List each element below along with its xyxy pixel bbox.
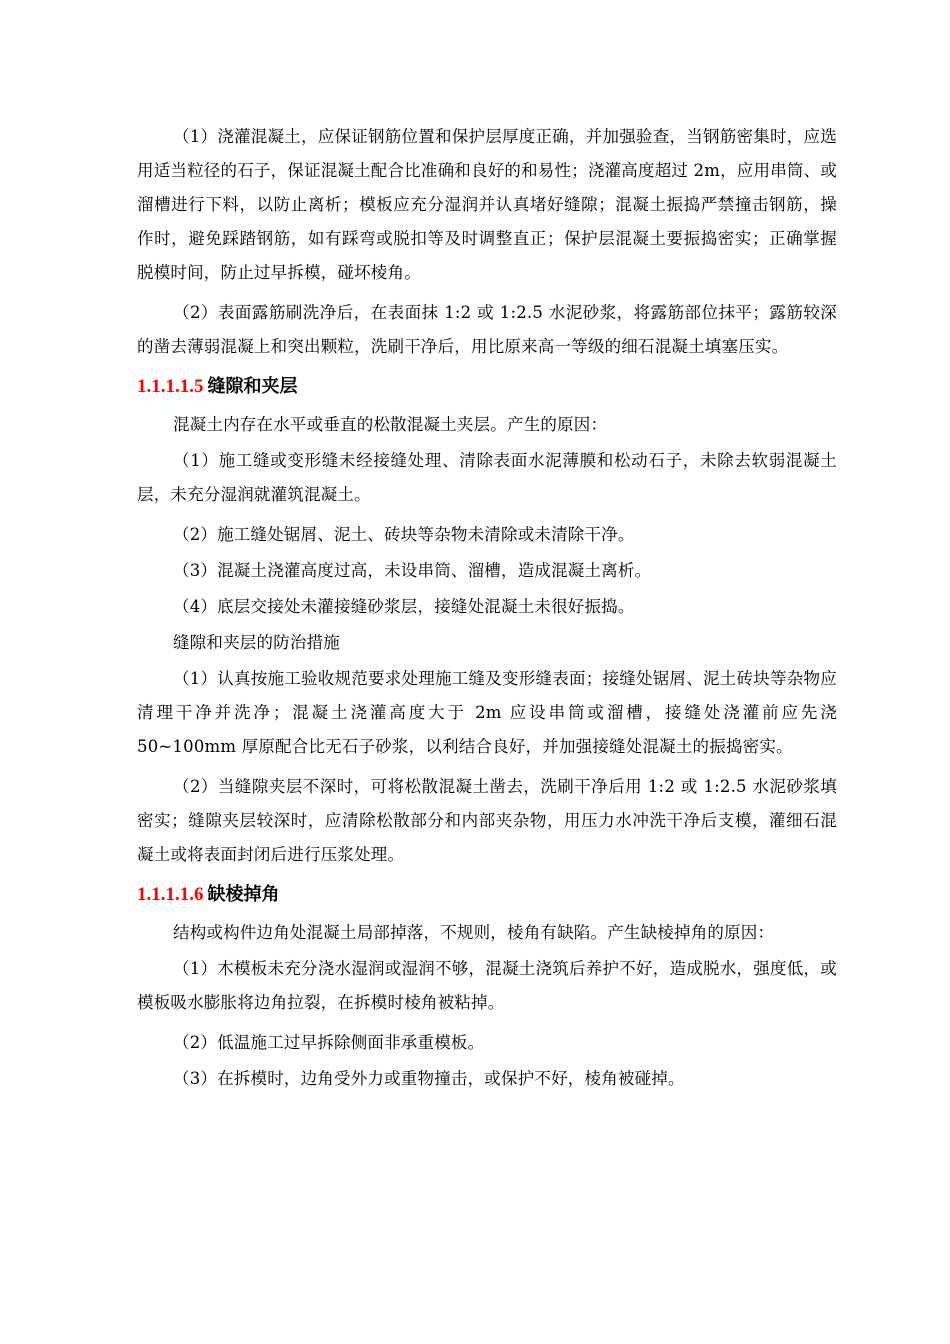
paragraph-missing-edges-definition: 结构或构件边角处混凝土局部掉落，不规则，棱角有缺陷。产生缺棱掉角的原因： [173, 923, 775, 942]
paragraph-pouring-measures: （1）浇灌混凝土，应保证钢筋位置和保护层厚度正确，并加强验查，当钢筋密集时，应选用适当粒径的石子，保证混凝土配合比准确和良好的和易性；浇灌高度超过 2m，应用串筒、或溜槽进行下料，以防止离析；模板应充分湿润并认真堵好缝隙；混凝土振捣严禁撞击钢筋，操作时，避免踩踏钢筋，如有踩弯或脱扣等及时调整直正；保护层混凝土要振捣密实；正确掌握脱模时间，防止过早拆模，碰坏棱角。 [137, 127, 837, 282]
paragraph-prevention-2: （2）当缝隙夹层不深时，可将松散混凝土凿去，洗刷干净后用 1:2 或 1:2.5 水泥砂浆填密实；缝隙夹层较深时，应清除松散部分和内部夹杂物，用压力水冲洗干净后支模，灌细石混凝土或将表面封闭后进行压浆处理。 [137, 777, 837, 864]
paragraph-exposed-rebar-repair: （2）表面露筋刷洗净后，在表面抹 1:2 或 1:2.5 水泥砂浆，将露筋部位抹平；露筋较深的凿去薄弱混凝上和突出颗粒，洗刷干净后，用比原来高一等级的细石混凝土填塞压实。 [137, 303, 837, 356]
section-title: 缝隙和夹层 [207, 376, 298, 397]
document-page [137, 120, 837, 1098]
section-title: 缺棱掉角 [207, 884, 280, 905]
paragraph-cause-4: （4）底层交接处未灌接缝砂浆层，接缝处混凝土未很好振捣。 [173, 597, 635, 616]
section-heading-gaps-interlayers [137, 370, 837, 404]
paragraph-prevention-title: 缝隙和夹层的防治措施 [173, 633, 340, 652]
section-heading-missing-edges [137, 878, 837, 912]
paragraph-interlayer-definition: 混凝土内存在水平或垂直的松散混凝土夹层。产生的原因： [173, 415, 608, 434]
section-number: 1.1.1.1.6 [137, 884, 204, 905]
section-number: 1.1.1.1.5 [137, 376, 204, 397]
paragraph-cause-1: （1）施工缝或变形缝未经接缝处理、清除表面水泥薄膜和松动石子，未除去软弱混凝土层，未充分湿润就灌筑混凝土。 [137, 451, 837, 504]
paragraph-cause-3: （3）混凝土浇灌高度过高，未设串筒、溜槽，造成混凝土离析。 [173, 561, 652, 580]
paragraph-edge-cause-2: （2）低温施工过早拆除侧面非承重模板。 [173, 1033, 485, 1052]
paragraph-edge-cause-1: （1）木模板未充分浇水湿润或湿润不够，混凝土浇筑后养护不好，造成脱水，强度低，或模板吸水膨胀将边角拉裂，在拆模时棱角被粘掉。 [137, 959, 837, 1012]
paragraph-edge-cause-3: （3）在拆模时，边角受外力或重物撞击，或保护不好，棱角被碰掉。 [173, 1069, 685, 1088]
paragraph-cause-2: （2）施工缝处锯屑、泥土、砖块等杂物未清除或未清除干净。 [173, 525, 635, 544]
paragraph-prevention-1: （1）认真按施工验收规范要求处理施工缝及变形缝表面；接缝处锯屑、泥土砖块等杂物应清理干净并洗净；混凝土浇灌高度大于 2m 应设串筒或溜槽，接缝处浇灌前应先浇 50~100mm 厚原配合比无石子砂浆，以利结合良好，并加强接缝处混凝土的振捣密实。 [137, 669, 837, 756]
